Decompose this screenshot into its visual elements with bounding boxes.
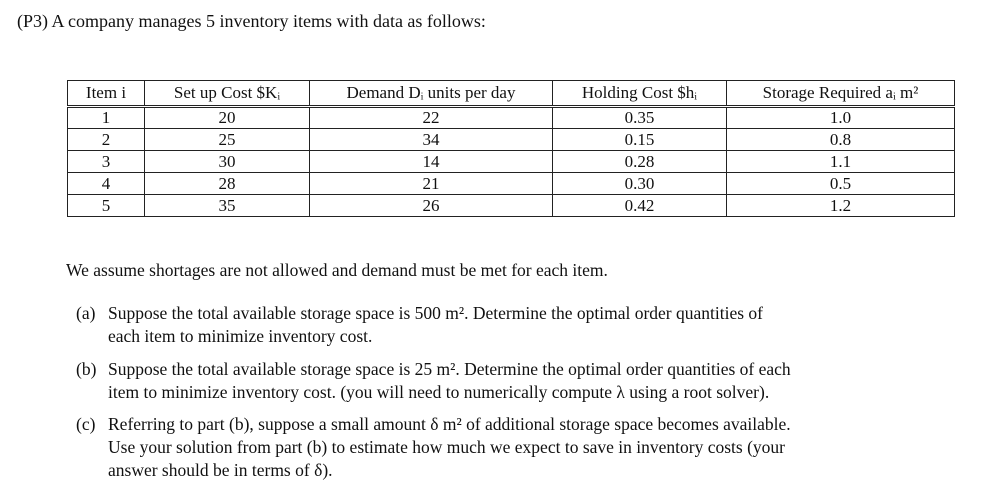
- part-text: [108, 413, 958, 482]
- table-cell: 22: [310, 107, 553, 129]
- part-label: (a): [76, 303, 96, 323]
- part-line: each item to minimize inventory cost.: [108, 326, 373, 346]
- table-row: [68, 107, 955, 129]
- table-cell: 1.1: [727, 151, 955, 173]
- part-line: item to minimize inventory cost. (you will need to numerically compute λ using a root solver).: [108, 382, 770, 402]
- part-label: (c): [76, 414, 96, 434]
- part-line: Use your solution from part (b) to estimate how much we expect to save in inventory costs (your: [108, 437, 785, 457]
- part-line: Suppose the total available storage space is 500 m². Determine the optimal order quantities of: [108, 303, 763, 323]
- table-cell: 20: [145, 107, 310, 129]
- header-item: Item i: [68, 81, 145, 107]
- table-header-row: [68, 81, 955, 107]
- table-cell: 5: [68, 195, 145, 217]
- table-cell: 1.0: [727, 107, 955, 129]
- header-demand: Demand Dᵢ units per day: [310, 81, 553, 107]
- table-cell: 25: [145, 129, 310, 151]
- table-cell: 14: [310, 151, 553, 173]
- table-cell: 0.30: [553, 173, 727, 195]
- table-cell: 21: [310, 173, 553, 195]
- table-cell: 30: [145, 151, 310, 173]
- part-text: [108, 358, 958, 404]
- table-cell: 0.8: [727, 129, 955, 151]
- header-holding-cost: Holding Cost $hᵢ: [553, 81, 727, 107]
- table-cell: 0.28: [553, 151, 727, 173]
- assumption-text: We assume shortages are not allowed and demand must be met for each item.: [66, 260, 608, 280]
- header-setup-cost: Set up Cost $Kᵢ: [145, 81, 310, 107]
- part-line: Referring to part (b), suppose a small amount δ m² of additional storage space becomes available.: [108, 414, 791, 434]
- table-row: [68, 195, 955, 217]
- table-cell: 35: [145, 195, 310, 217]
- part-line: Suppose the total available storage space is 25 m². Determine the optimal order quantities of each: [108, 359, 791, 379]
- table-cell: 26: [310, 195, 553, 217]
- table-row: [68, 173, 955, 195]
- table-cell: 0.5: [727, 173, 955, 195]
- table-cell: 0.42: [553, 195, 727, 217]
- inventory-table: [67, 80, 955, 217]
- table-cell: 3: [68, 151, 145, 173]
- table-row: [68, 129, 955, 151]
- table-cell: 1.2: [727, 195, 955, 217]
- table-cell: 4: [68, 173, 145, 195]
- table-cell: 2: [68, 129, 145, 151]
- table-cell: 0.35: [553, 107, 727, 129]
- table-cell: 0.15: [553, 129, 727, 151]
- table-cell: 1: [68, 107, 145, 129]
- table-row: [68, 151, 955, 173]
- problem-title: (P3) A company manages 5 inventory items with data as follows:: [17, 11, 486, 31]
- table-cell: 28: [145, 173, 310, 195]
- part-label: (b): [76, 359, 97, 379]
- table-cell: 34: [310, 129, 553, 151]
- part-line: answer should be in terms of δ).: [108, 460, 333, 480]
- header-storage: Storage Required aᵢ m²: [727, 81, 955, 107]
- part-text: [108, 302, 958, 348]
